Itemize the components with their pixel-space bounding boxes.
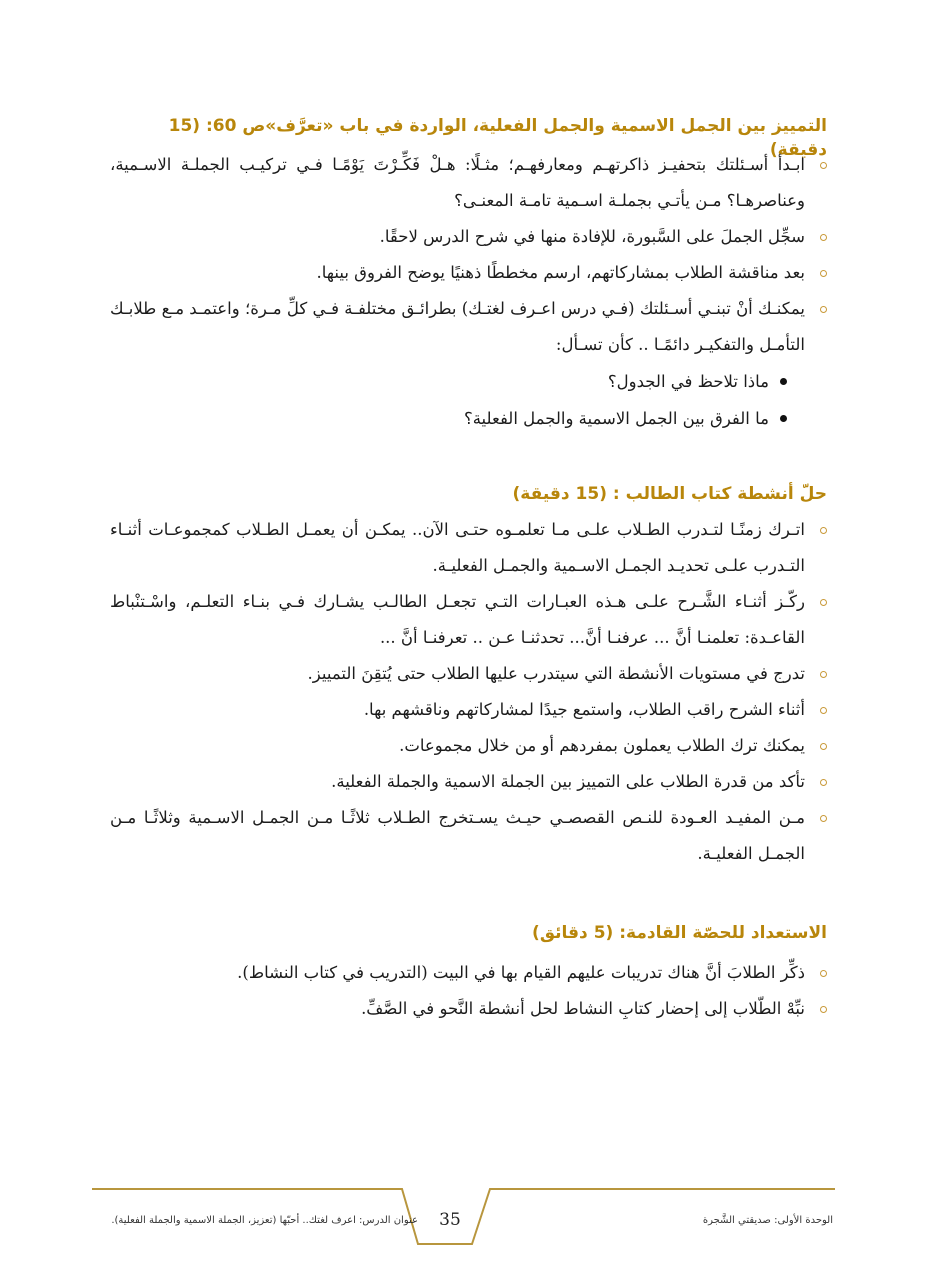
section1-list <box>110 147 827 437</box>
ring-bullet-icon <box>820 743 827 750</box>
ring-bullet-icon <box>820 306 827 313</box>
question-item: ماذا تلاحظ في الجدول؟ <box>110 363 787 400</box>
footer-unit-title: الوحدة الأولى: صديقتي الشَّجرة <box>702 1215 833 1226</box>
ring-bullet-icon <box>820 707 827 714</box>
page-number: 35 <box>439 1210 461 1230</box>
list-item: ذكِّر الطلابَ أنَّ هناك تدريبات عليهم القيام بها في البيت (التدريب في كتاب النشاط). <box>110 955 827 991</box>
list-item: تأكد من قدرة الطلاب على التمييز بين الجملة الاسمية والجملة الفعلية. <box>110 764 827 800</box>
ring-bullet-icon <box>820 779 827 786</box>
ring-bullet-icon <box>820 599 827 606</box>
ring-bullet-icon <box>820 970 827 977</box>
section-heading-next-lesson: الاستعداد للحصّة القادمة: (5 دقائق) <box>532 923 827 943</box>
ring-bullet-icon <box>820 1006 827 1013</box>
question-item: ما الفرق بين الجمل الاسمية والجمل الفعلية؟ <box>110 400 787 437</box>
section3-list <box>110 955 827 1027</box>
list-item: نبِّهْ الطّلاب إلى إحضار كتابِ النشاط لحل أنشطة النَّحو في الصَّفِّ. <box>110 991 827 1027</box>
list-item: تدرج في مستويات الأنشطة التي سيتدرب عليها الطلاب حتى يُتقِنَ التمييز. <box>110 656 827 692</box>
list-item: يمكنك ترك الطلاب يعملون بمفردهم أو من خلال مجموعات. <box>110 728 827 764</box>
ring-bullet-icon <box>820 270 827 277</box>
section-heading-distinguish: التمييز بين الجمل الاسمية والجمل الفعلية، الواردة في باب «تعرَّف»ص 60: (15 دقيقة) <box>168 116 827 160</box>
list-item: اتـرك زمنًـا لتـدرب الطـلاب علـى مـا تعلمـوه حتـى الآن.. يمكـن أن يعمـل الطـلاب كمجموعـات أثنـاء التـدرب علـى تحديـد الجمـل الاسـمية والجمـل الفعليـة. <box>110 512 827 584</box>
footer-lesson-title: عنوان الدرس: اعرف لغتك.. أحبّها (تعزيز، الجملة الاسمية والجملة الفعلية). <box>111 1215 418 1226</box>
ring-bullet-icon <box>820 815 827 822</box>
list-item: أثناء الشرح راقب الطلاب، واستمع جيدًا لمشاركاتهم وناقشهم بها. <box>110 692 827 728</box>
ring-bullet-icon <box>820 527 827 534</box>
list-item: ابـدأ أسـئلتك بتحفيـز ذاكرتهـم ومعارفهـم؛ مثـلًا: هـلْ فَكِّـرْتَ يَوْمًـا فـي تركيـب الجملـة الاسـمية، وعناصرهـا؟ مـن يأتـي بجملـة اسـمية تامـة المعنـى؟ <box>110 147 827 219</box>
list-item: يمكنـك أنْ تبنـي أسـئلتك (فـي درس اعـرف لغتـك) بطرائـق مختلفـة فـي كلِّ مـرة؛ واعتمـد مـع طلابـك التأمـل والتفكيـر دائمًـا .. كأن تسـأل: ماذا تلاحظ في الجدول؟ ما الفرق بين الجمل الاسمية والجمل الفعلية؟ <box>110 291 827 437</box>
question-list <box>110 363 805 437</box>
list-item: بعد مناقشة الطلاب بمشاركاتهم، ارسم مخططًا ذهنيًا يوضح الفروق بينها. <box>110 255 827 291</box>
list-item: مـن المفيـد العـودة للنـص القصصـي حيـث يسـتخرج الطـلاب ثلاثًـا مـن الجمـل الاسـمية وثلاثًـا مـن الجمـل الفعليـة. <box>110 800 827 872</box>
ring-bullet-icon <box>820 671 827 678</box>
list-item: سجِّل الجملَ على السَّبورة، للإفادة منها في شرح الدرس لاحقًا. <box>110 219 827 255</box>
page-footer <box>0 1180 945 1250</box>
list-item: ركّـز أثنـاء الشَّـرح علـى هـذه العبـارات التـي تجعـل الطالـب يشـارك فـي بنـاء التعلـم، واسْـتنْباط القاعـدة: تعلمنـا أنَّ ... عرفنـا أنَّ... تحدثنـا عـن .. تعرفنـا أنَّ ... <box>110 584 827 656</box>
section-heading-activities: حلّ أنشطة كتاب الطالب : (15 دقيقة) <box>512 484 827 504</box>
ring-bullet-icon <box>820 234 827 241</box>
dot-bullet-icon <box>780 415 787 422</box>
dot-bullet-icon <box>780 378 787 385</box>
section2-list <box>110 512 827 872</box>
ring-bullet-icon <box>820 162 827 169</box>
